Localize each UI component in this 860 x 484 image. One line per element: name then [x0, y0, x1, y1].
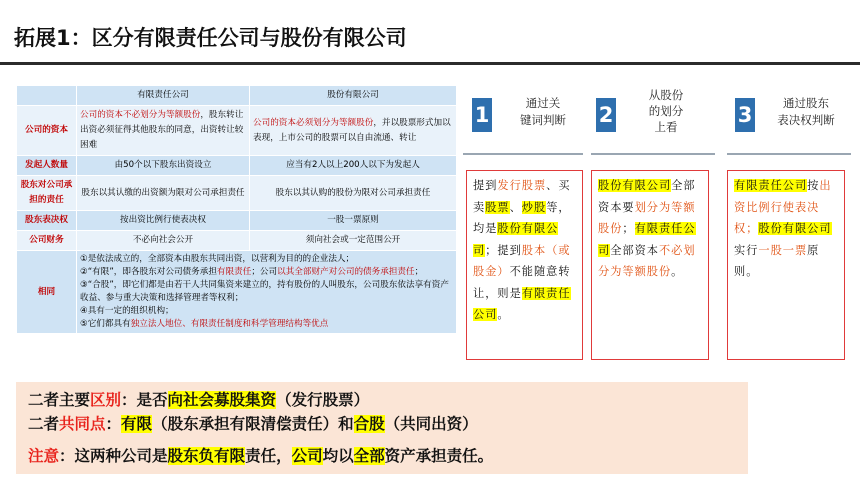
comparison-table [16, 85, 457, 334]
box-text-highlight: 股 [534, 200, 547, 214]
table-row [17, 251, 457, 334]
summary-text: ：这两种公司是 [59, 447, 168, 465]
cell-capital-jsc [250, 106, 457, 156]
box-text-keyword: 不必划分为等额股份 [598, 243, 696, 278]
method-title-2 [620, 87, 712, 135]
method-title-line: 键词判断 [520, 113, 566, 127]
box-text-keyword: 股本（或股金） [473, 243, 571, 278]
common-line-3: ③“合股”，即它们都是由若干人共同集资来建立的，持有股份的人叫股东，公司股东依法享有资产收益、参与重大决策和选择管理者等权利； [80, 280, 449, 303]
summary-keyword: 区别 [90, 391, 122, 409]
cell-voting-jsc: 一股一票原则 [250, 211, 457, 231]
box-text-keyword: 一股一票 [758, 243, 808, 257]
cell-finance-llc: 不必向社会公开 [77, 231, 250, 251]
box-text: 实行 [734, 243, 759, 257]
table-row [17, 106, 457, 156]
summary-text: （股东承担有限清偿责任）和 [152, 415, 354, 433]
table-header-jsc: 股份有限公司 [250, 86, 457, 106]
summary-text: 资产承担责任。 [384, 447, 494, 465]
summary-text: （发行股票） [276, 391, 370, 409]
summary-highlight: 合股 [353, 415, 385, 433]
method-number-3: 3 [735, 98, 755, 132]
box-text: 提到 [497, 243, 522, 257]
cell-founders-llc: 由50个以下股东出资设立 [77, 156, 250, 176]
cell-text: ⑤它们都具有 [80, 319, 131, 329]
table-header-llc: 有限责任公司 [77, 86, 250, 106]
method-title-line: 通过股东 [783, 96, 829, 110]
row-label-finance: 公司财务 [17, 231, 77, 251]
method-divider-1 [463, 153, 583, 155]
common-line-5 [80, 318, 453, 331]
method-title-line: 通过关 [525, 96, 561, 110]
summary-text: 二者主要 [28, 391, 91, 409]
box-text-highlight: 股票 [485, 200, 510, 214]
common-line-1: ①是依法成立的，全部资本由股东共同出资，以营利为目的的企业法人； [80, 254, 355, 264]
cell-liability-jsc: 股东以其认购的股份为限对公司承担责任 [250, 176, 457, 211]
summary-highlight: 有限 [214, 447, 246, 465]
method-title-3 [760, 95, 852, 129]
method-divider-3 [727, 153, 851, 155]
summary-highlight: 有限 [121, 415, 153, 433]
box-text: 、 [546, 179, 559, 192]
cell-text: ；公司 [251, 267, 278, 277]
summary-highlight: 向社会募股集资 [167, 391, 277, 409]
row-label-capital: 公司的资本 [17, 106, 77, 156]
box-text: 、 [509, 200, 522, 214]
row-label-founders: 发起人数量 [17, 156, 77, 176]
method-box-3 [727, 170, 845, 360]
cell-finance-jsc: 须向社会或一定范围公开 [250, 231, 457, 251]
summary-panel [16, 382, 748, 474]
cell-text-highlight: 公司的资本必须划分为等额股份 [253, 117, 374, 128]
box-text: ； [485, 243, 498, 257]
table-header-row [17, 86, 457, 106]
box-text-keyword: 权； [734, 222, 759, 235]
box-text-highlight: 股份有限公司 [473, 222, 559, 257]
method-box-1 [466, 170, 583, 360]
box-text-keyword: 发行股票 [497, 179, 547, 192]
box-text-highlight: 有限责任公司 [473, 286, 571, 321]
box-text: 不能随意转让，则是 [473, 265, 571, 300]
summary-text: ：是否 [121, 391, 168, 409]
common-line-2 [80, 266, 453, 279]
page-title: 拓展1：区分有限责任公司与股份有限公司 [14, 26, 407, 50]
cell-capital-llc [77, 106, 250, 156]
cell-common [77, 251, 457, 334]
summary-highlight: 全部 [353, 447, 385, 465]
cell-text: ，股东转让出资必须征得其他股东的同意，出资转让较困难 [80, 110, 244, 150]
cell-text-highlight: 公司的资本不必划分为等额股份 [80, 110, 201, 120]
method-title-line: 上看 [654, 120, 678, 134]
box-text: 全部资本要 [598, 179, 696, 214]
box-text: 原则。 [734, 243, 820, 278]
summary-line-note [28, 444, 493, 466]
summary-line-common [28, 412, 478, 434]
table-row [17, 211, 457, 231]
summary-keyword: 共同点 [59, 415, 106, 433]
box-text: 按 [807, 179, 820, 192]
table-row [17, 231, 457, 251]
method-title-line: 从股份 [648, 88, 684, 102]
cell-text: ； [414, 267, 424, 277]
method-title-line: 表决权判断 [777, 113, 835, 127]
cell-text: ，并以股票形式加以表现，上市公司的股票可以自由流通、转让 [253, 117, 451, 143]
box-text-highlight: 股份有限公司 [758, 222, 832, 235]
cell-founders-jsc: 应当有2人以上200人以下为发起人 [250, 156, 457, 176]
box-text-keyword: 划分为等额股份 [598, 200, 696, 235]
box-text-highlight: 有限责任公司 [734, 179, 808, 192]
box-text: 。 [497, 308, 510, 321]
title-divider [0, 62, 860, 65]
box-text: ； [622, 222, 635, 235]
cell-text-highlight: 独立法人地位、有限责任制度和科学管理结构等优点 [130, 319, 329, 329]
cell-text: ②“有限”，即各股东对公司债务承担 [80, 267, 217, 277]
table-corner-cell [17, 86, 77, 106]
method-title-line: 的划分 [648, 104, 684, 118]
box-text: 买卖 [473, 179, 571, 214]
box-text: 全部资本 [610, 243, 659, 257]
box-text-highlight: 有限责任公司 [598, 222, 696, 257]
table-row [17, 156, 457, 176]
summary-highlight: 股东负 [167, 447, 215, 465]
row-label-common: 相同 [17, 251, 77, 334]
row-label-liability: 股东对公司承担的责任 [17, 176, 77, 211]
cell-text-highlight: 以其全部财产对公司的债务承担责任 [277, 267, 415, 277]
summary-highlight: 公司 [291, 447, 323, 465]
method-title-1 [498, 95, 588, 129]
box-text: 。 [671, 265, 684, 278]
cell-text-highlight: 有限责任 [216, 267, 252, 277]
box-text-highlight: 股份有限公司 [598, 179, 672, 192]
common-line-4: ④具有一定的组织机构； [80, 306, 174, 316]
row-label-voting: 股东表决权 [17, 211, 77, 231]
method-divider-2 [591, 153, 715, 155]
cell-liability-llc: 股东以其认缴的出资额为限对公司承担责任 [77, 176, 250, 211]
box-text-keyword: 出资比例行使表决 [734, 179, 832, 214]
summary-text: （共同出资） [384, 415, 478, 433]
method-box-2 [591, 170, 709, 360]
table-row [17, 176, 457, 211]
box-text-highlight: 炒 [521, 200, 534, 214]
summary-keyword: 注意 [28, 447, 60, 465]
summary-text: 均以 [322, 447, 354, 465]
cell-voting-llc: 按出资比例行使表决权 [77, 211, 250, 231]
summary-text: ： [105, 415, 122, 433]
box-text: 等，均是 [473, 200, 571, 235]
method-number-2: 2 [596, 98, 616, 132]
box-text: 提到 [473, 179, 498, 192]
summary-line-difference [28, 388, 369, 410]
method-number-1: 1 [472, 98, 492, 132]
summary-text: 责任， [245, 447, 292, 465]
summary-text: 二者 [28, 415, 60, 433]
